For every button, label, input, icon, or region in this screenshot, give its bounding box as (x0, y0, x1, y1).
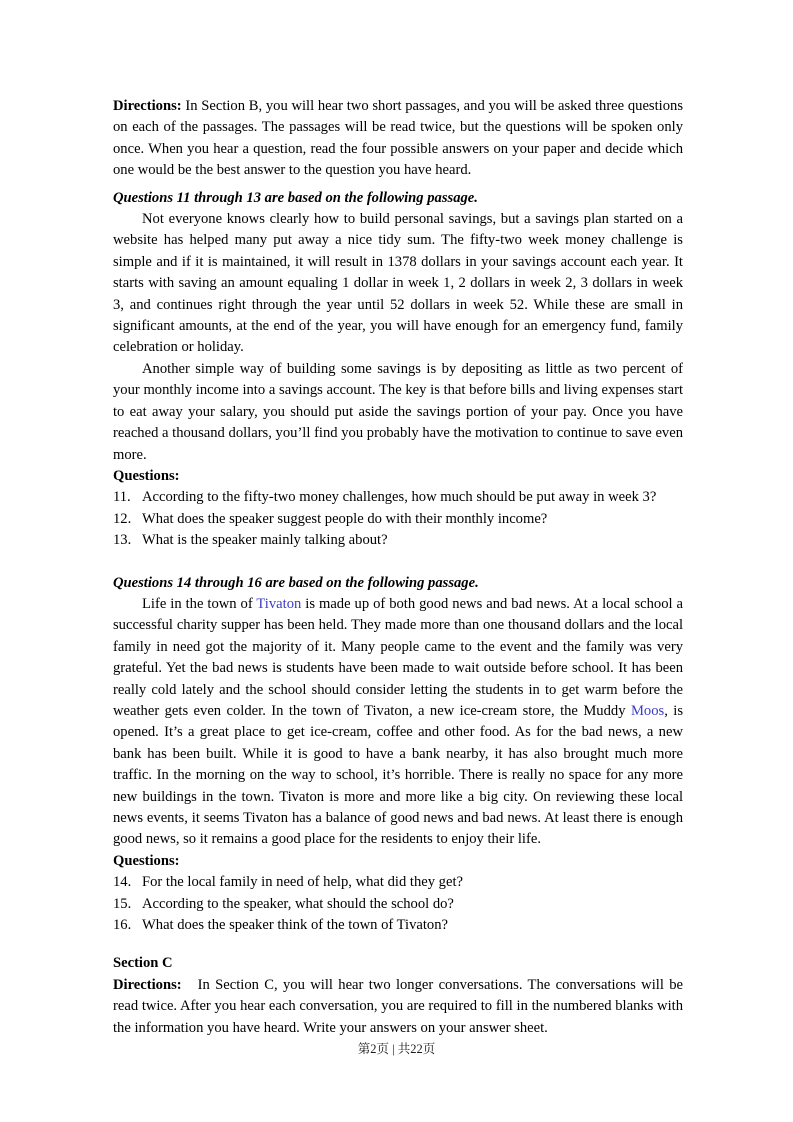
question-text: What is the speaker mainly talking about? (142, 532, 388, 549)
passage1-paragraph-2: Another simple way of building some savings is by depositing as little as two percent of your monthly income into a savings account. The key is that before bills and living expenses start to eat away your salary, you should put aside the savings portion of your pay. Once you have reached a thousand dollars, you’ll find you probably have the motivation to continue to save even more. (113, 360, 683, 463)
question-number: 13. (113, 532, 132, 549)
question-item-11 (113, 487, 683, 508)
question-text: According to the fifty-two money challenges, how much should be put away in week 3? (142, 489, 657, 506)
question-item-12 (113, 509, 683, 530)
link-tivaton[interactable]: Tivaton (256, 595, 302, 612)
question-item-16 (113, 915, 683, 936)
directions-text: In Section B, you will hear two short passages, and you will be asked three questions on each of the passages. The passages will be read twice, but the questions will be spoken only once. When you hear a question, read the four possible answers on your paper and decide which one would be the best answer to the question you have heard. (113, 98, 683, 179)
question-number: 15. (113, 895, 132, 912)
question-item-15 (113, 894, 683, 915)
directions-label: Directions: (113, 976, 182, 993)
link-moos[interactable]: Moos (630, 702, 665, 719)
page-footer: 第2页 | 共22页 (357, 1042, 436, 1056)
passage2-heading: Questions 14 through 16 are based on the following passage. (113, 574, 479, 591)
passage2-text-end: , is opened. It’s a great place to get ice-cream, coffee and other food. As for the bad news, a new bank has been built. While it is good to have a bank nearby, it has also brought much more traffic. In the morning on the way to school, it’s horrible. There is really no space for any more new buildings in the town. Tivaton is more and more like a big city. On reviewing these local news events, it seems Tivaton has a balance of good news and bad news. At least there is enough good news, so it remains a good place for the residents to enjoy their life. (113, 702, 684, 848)
question-text: What does the speaker suggest people do with their monthly income? (142, 510, 548, 527)
section-b-directions-paragraph (113, 96, 683, 182)
passage2-text-start: Life in the town of (142, 595, 257, 612)
passage1-heading: Questions 11 through 13 are based on the following passage. (113, 189, 478, 206)
passage1-questions-label: Questions: (113, 467, 180, 484)
question-number: 14. (113, 874, 132, 891)
question-text: According to the speaker, what should the school do? (142, 895, 454, 912)
passage2-paragraph (113, 594, 683, 851)
directions-text: In Section C, you will hear two longer conversations. The conversations will be read twice. After you hear each conversation, you are required to fill in the numbered blanks with the information you have heard. Write your answers on your answer sheet. (113, 976, 683, 1036)
question-number: 11. (113, 489, 131, 506)
question-item-13 (113, 530, 683, 551)
passage1-paragraph-1: Not everyone knows clearly how to build personal savings, but a savings plan started on a website has helped many put away a nice tidy sum. The fifty-two week money challenge is simple and if it is maintained, it will result in 1378 dollars in your savings account each year. It starts with saving an amount equaling 1 dollar in week 1, 2 dollars in week 2, 3 dollars in week 3, and continues right through the year until 52 dollars in week 52. While these are small in significant amounts, at the end of the year, you will have enough for an emergency fund, family celebration or holiday. (113, 211, 683, 356)
question-item-14 (113, 872, 683, 893)
question-text: For the local family in need of help, what did they get? (142, 874, 463, 891)
section-c-title: Section C (113, 955, 173, 972)
directions-label: Directions: (113, 98, 182, 114)
passage2-text-middle: is made up of both good news and bad news. At a local school a successful charity supper has been held. They made more than one thousand dollars and the local family in need got the majority of it. Many people came to the event and the family was very grateful. Yet the bad news is students have been made to wait outside before school. It has been really cold lately and the school should consider letting the students in to get warm before the weather gets even colder. In the town of Tivaton, a new ice-cream store, the Muddy (113, 595, 683, 719)
section-c-directions-paragraph (113, 975, 683, 1039)
passage2-questions-label: Questions: (113, 852, 180, 869)
question-number: 12. (113, 510, 132, 527)
question-text: What does the speaker think of the town of Tivaton? (142, 917, 449, 934)
question-number: 16. (113, 917, 132, 934)
section-c (113, 953, 683, 1039)
